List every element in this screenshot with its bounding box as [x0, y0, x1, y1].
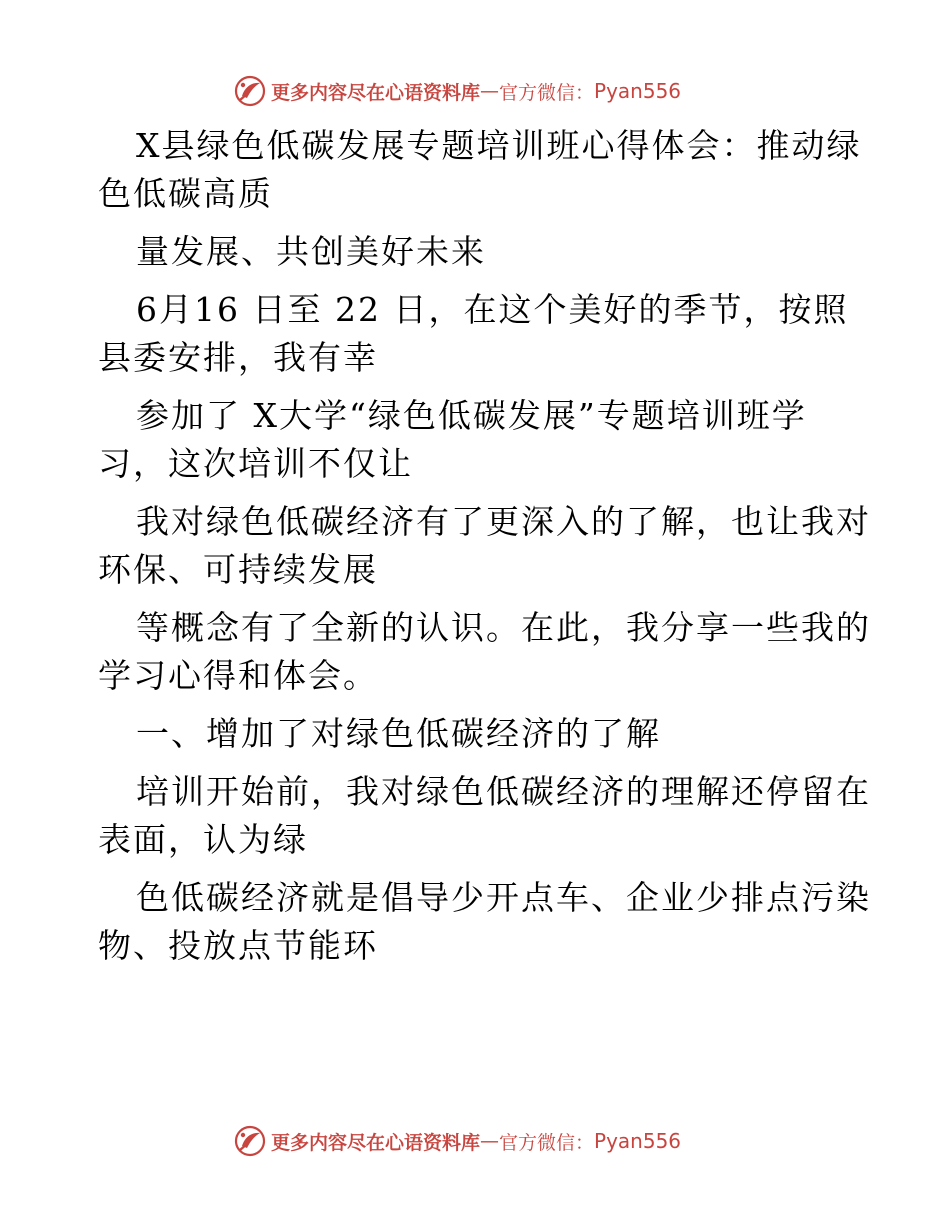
- text-line: X县绿色低碳发展专题培训班心得体会：推动绿: [136, 126, 862, 165]
- text-line: 量发展、共创美好未来: [136, 232, 486, 271]
- text-line: 培训开始前，我对绿色低碳经济的理解还停留在: [136, 772, 871, 811]
- text-line: 县委安排，我有幸: [98, 338, 378, 377]
- text-line: 色低碳经济就是倡导少开点车、企业少排点污染: [136, 878, 871, 917]
- text-line: 环保、可持续发展: [98, 550, 378, 589]
- text-line: 学习心得和体会。: [98, 656, 378, 695]
- text-line: 物、投放点节能环: [98, 926, 378, 965]
- brand-dash: —: [480, 1130, 500, 1152]
- text-line: 我对绿色低碳经济有了更深入的了解，也让我对: [136, 502, 871, 541]
- footer-watermark: [233, 1124, 681, 1158]
- text-line: 参加了 X大学“绿色低碳发展”专题培训班学: [136, 396, 807, 435]
- text-line: 等概念有了全新的认识。在此，我分享一些我的: [136, 608, 871, 647]
- text-line: 色低碳高质: [98, 174, 273, 213]
- wechat-label: 官方微信：: [499, 1131, 595, 1154]
- text-line: 表面，认为绿: [98, 820, 308, 859]
- text-line: 6月16 日至 22 日，在这个美好的季节，按照: [136, 290, 849, 329]
- header-watermark: [233, 74, 681, 108]
- document-body: [98, 122, 871, 970]
- brand-logo-icon: [233, 74, 267, 108]
- wechat-id: Pyan556: [594, 1129, 682, 1153]
- wechat-id: Pyan556: [594, 79, 682, 103]
- text-line: 习，这次培训不仅让: [98, 444, 413, 483]
- text-line: 一、增加了对绿色低碳经济的了解: [136, 714, 661, 753]
- brand-dash: —: [480, 80, 500, 102]
- brand-text: 更多内容尽在心语资料库: [271, 81, 481, 104]
- brand-text: 更多内容尽在心语资料库: [271, 1131, 481, 1154]
- brand-logo-icon: [233, 1124, 267, 1158]
- wechat-label: 官方微信：: [499, 81, 595, 104]
